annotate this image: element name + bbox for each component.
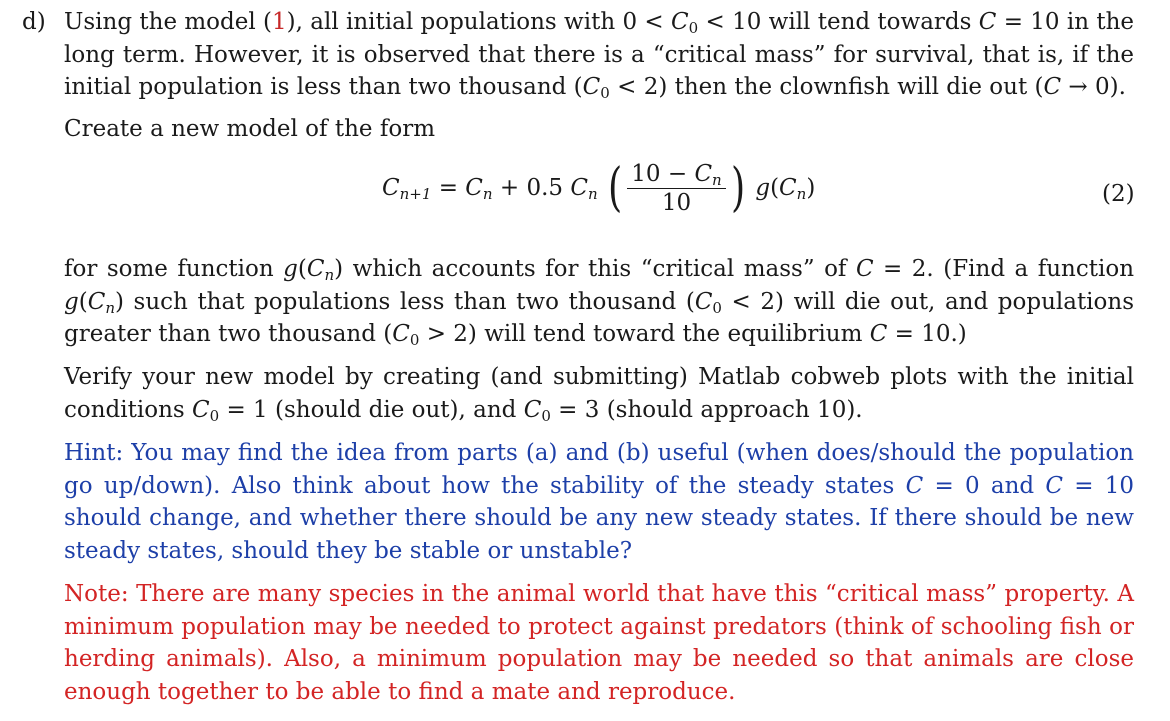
paragraph-verify-model: Verify your new model by creating (and submitting) Matlab cobweb plots with the initial conditions $C_0 = 1$ (should die out), and $C_0 = 3$ (should approach 10). (64, 364, 1134, 425)
part-label: d) (22, 9, 46, 35)
equation-model-2: $C_{n+1} = C_n + 0.5$ $C_n$ ( $\frac{10 - C_n}{10}$ ) $g(C_n)$ (382, 158, 816, 218)
note-paragraph: Note: There are many species in the animal world that have this “critical mass” property. A minimum population may be needed to protect against predators (think of schooling fish or herding animals). Also, a minimum population may be needed so that animals are close enough together to be able to find a mate and reproduce. (64, 581, 1134, 705)
fraction: $\frac{10 - C_n}{10}$ (627, 160, 725, 217)
equation-reference-link[interactable]: 1 (272, 9, 287, 35)
hint-paragraph: Hint: You may find the idea from parts (a) and (b) useful (when does/should the population go up/down). Also think about how the stability of the steady states C = 0 and C = 10 should change, and whether there should be any new steady states. If there should be new steady states, should they be stable or unstable? (64, 440, 1134, 564)
paragraph-function-description: for some function $g(C_n)$ which accounts for this “critical mass” of C = 2. (Find a function $g(C_n)$ such that populations less than two thousand $(C_0 < 2)$ will die out, and populations greater than two thousand $(C_0 > 2)$ will tend toward the equilibrium C = 10.) (64, 256, 1135, 349)
equation-number: (2) (1102, 181, 1135, 207)
paragraph-model-intro: Using the model (1), all initial populations with $0 < C_0 < 10$ will tend towards C = 10 in the long term. However, it is observed that there is a “critical mass” for survival, that is, if the initial population is less than two thousand $(C_0 < 2)$ then the clownfish will die out (C → 0). (64, 9, 1135, 102)
paragraph-create-model: Create a new model of the form (64, 116, 435, 142)
left-paren: ( (608, 158, 623, 218)
right-paren: ) (730, 158, 745, 218)
